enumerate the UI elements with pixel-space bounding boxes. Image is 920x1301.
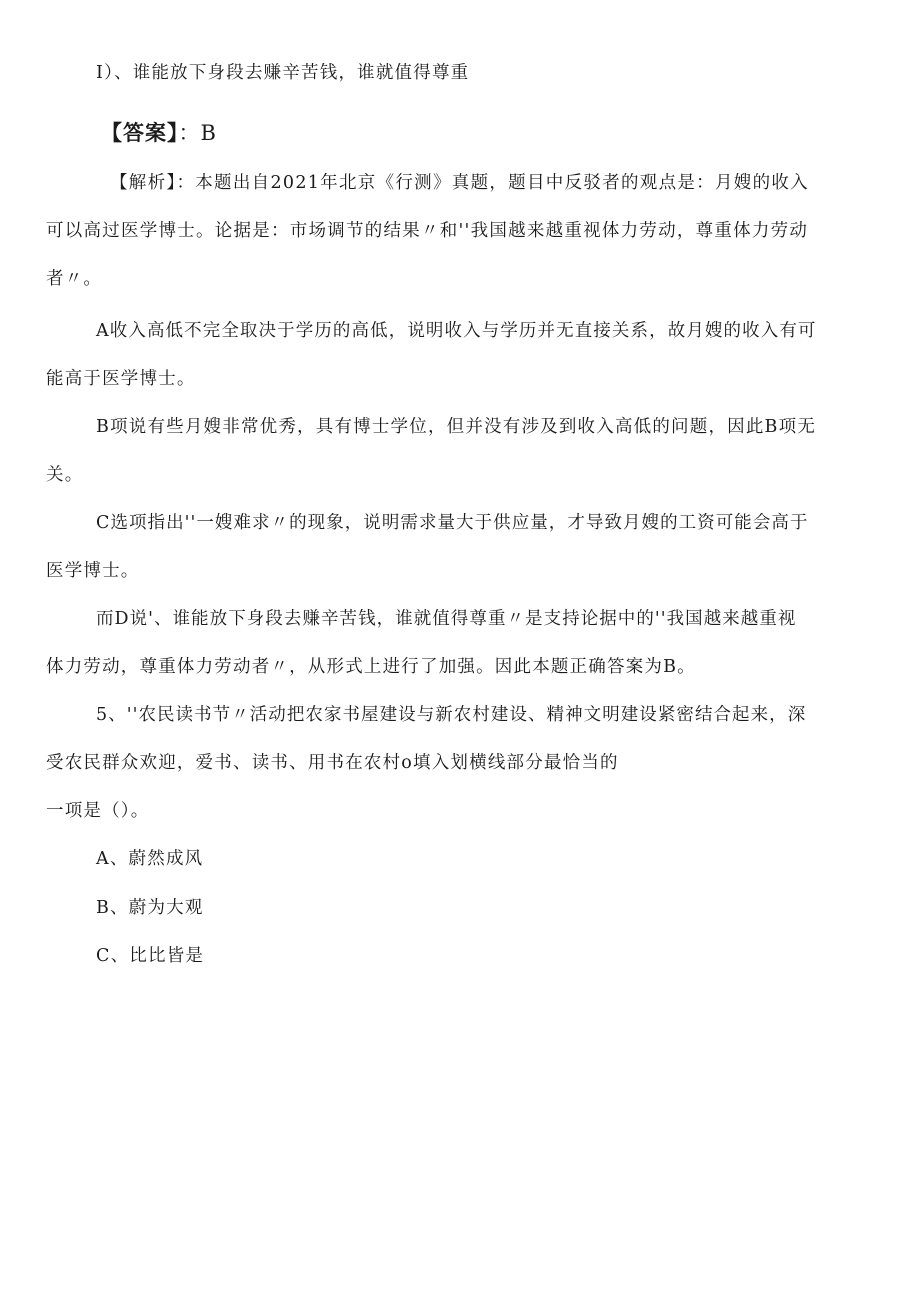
choice-c: C、比比皆是 bbox=[96, 946, 205, 966]
analysis-line-1: 【解析】：本题出自2021年北京《行测》真题，题目中反驳者的观点是：月嫂的收入 bbox=[110, 173, 809, 193]
question-5-line-2: 受农民群众欢迎，爱书、读书、用书在农村o填入划横线部分最恰当的 bbox=[46, 753, 619, 773]
analysis-line-2: 可以高过医学博士。论据是：市场调节的结果〃和''我国越来越重视体力劳动，尊重体力劳动 bbox=[46, 221, 809, 241]
option-b-analysis-line-2: 关。 bbox=[46, 465, 84, 485]
option-b-analysis-line-1: B项说有些月嫂非常优秀，具有博士学位，但并没有涉及到收入高低的问题，因此B项无 bbox=[96, 417, 817, 437]
answer-separator: ： bbox=[178, 121, 201, 145]
option-d-line: I）、谁能放下身段去赚辛苦钱，谁就值得尊重 bbox=[96, 63, 470, 83]
option-d-analysis-line-1: 而D说'、谁能放下身段去赚辛苦钱，谁就值得尊重〃是支持论据中的''我国越来越重视 bbox=[96, 609, 797, 629]
option-a-analysis-line-2: 能高于医学博士。 bbox=[46, 369, 196, 389]
option-d-analysis-line-2: 体力劳动，尊重体力劳动者〃，从形式上进行了加强。因此本题正确答案为B。 bbox=[46, 657, 696, 677]
analysis-line-3: 者〃。 bbox=[46, 269, 103, 289]
choice-a: A、蔚然成风 bbox=[96, 849, 204, 869]
question-5-line-3: 一项是（）。 bbox=[46, 801, 150, 821]
option-a-analysis-line-1: A收入高低不完全取决于学历的高低，说明收入与学历并无直接关系，故月嫂的收入有可 bbox=[96, 321, 817, 341]
choice-b: B、蔚为大观 bbox=[96, 898, 204, 918]
question-5-line-1: 5、''农民读书节〃活动把农家书屋建设与新农村建设、精神文明建设紧密结合起来，深 bbox=[96, 705, 807, 725]
option-c-analysis-line-2: 医学博士。 bbox=[46, 561, 140, 581]
answer-label: 【答案】 bbox=[101, 120, 179, 145]
option-c-analysis-line-1: C选项指出''一嫂难求〃的现象，说明需求量大于供应量，才导致月嫂的工资可能会高于 bbox=[96, 513, 809, 533]
answer-value: B bbox=[200, 121, 217, 145]
answer-line bbox=[101, 121, 217, 145]
